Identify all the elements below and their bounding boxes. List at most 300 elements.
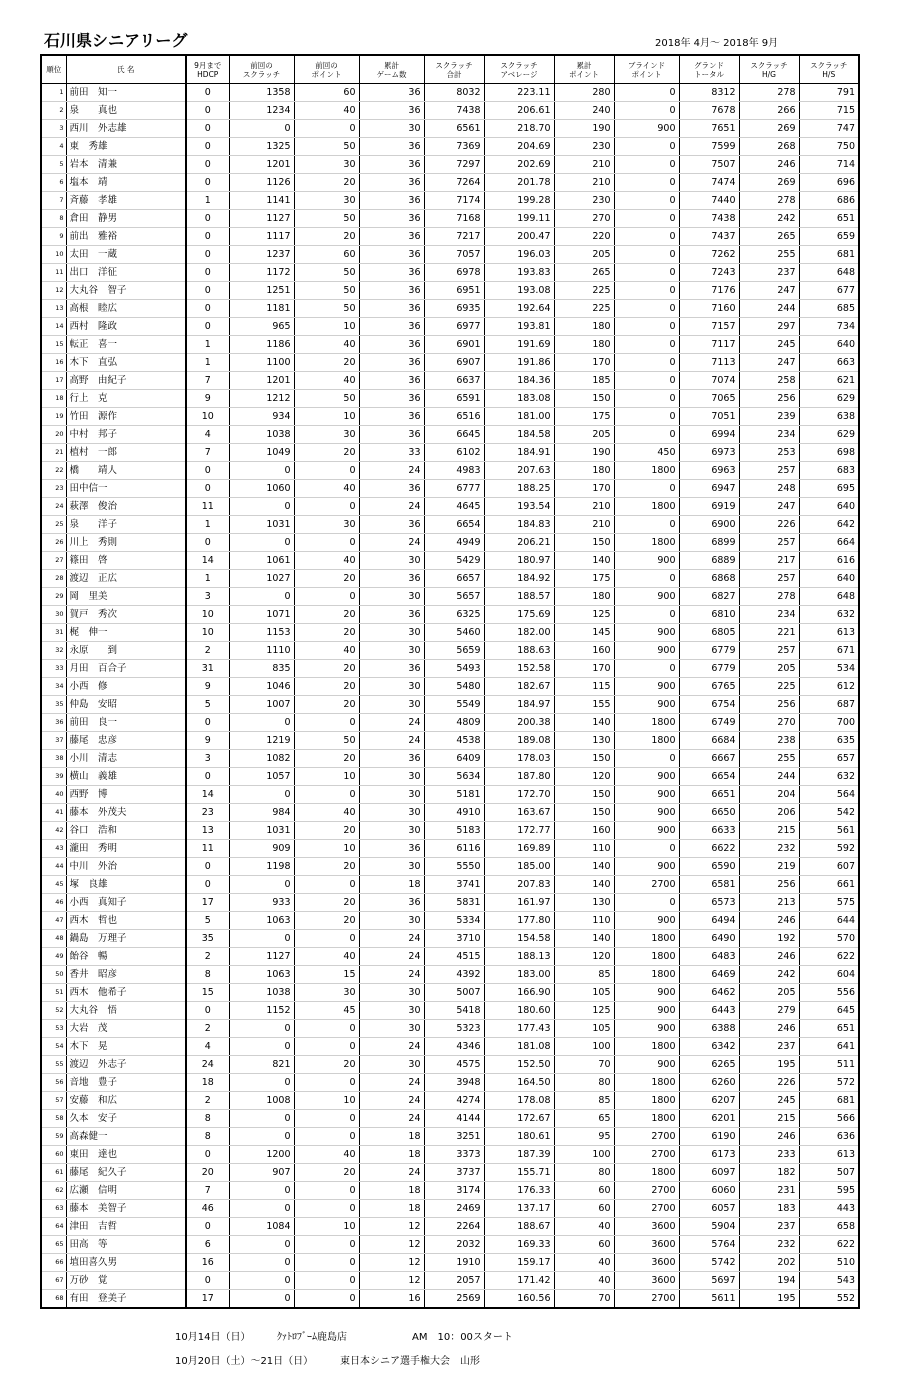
cell-prev-point: 40 [294,552,359,570]
cell-prev-point: 20 [294,1164,359,1182]
cell-prev-point: 20 [294,174,359,192]
cell-grand-total: 6633 [679,822,739,840]
cell-scratch-average: 187.80 [484,768,554,786]
cell-scratch-total: 4346 [424,1038,484,1056]
cell-rank: 20 [41,426,66,444]
cell-blind-point: 0 [614,894,679,912]
table-row [41,1092,859,1110]
cell-scratch-total: 6657 [424,570,484,588]
table-row [41,804,859,822]
cell-prev-point: 0 [294,1128,359,1146]
cell-prev-scratch: 0 [229,930,294,948]
cell-prev-point: 40 [294,480,359,498]
cell-high-game: 195 [739,1056,799,1074]
cell-rank: 40 [41,786,66,804]
cell-grand-total: 7474 [679,174,739,192]
table-row [41,750,859,768]
cell-prev-scratch: 1234 [229,102,294,120]
cell-name: 藤本 美智子 [66,1200,186,1218]
cell-name: 香井 昭彦 [66,966,186,984]
cell-games: 12 [359,1236,424,1254]
table-row [41,1020,859,1038]
footer-line-1-date: 10月14日（日） [175,1332,251,1343]
cell-scratch-average: 199.28 [484,192,554,210]
cell-name: 横山 義雄 [66,768,186,786]
cell-prev-point: 20 [294,660,359,678]
cell-high-series: 734 [799,318,859,336]
cell-prev-scratch: 0 [229,1290,294,1309]
cell-prev-point: 20 [294,912,359,930]
cell-blind-point: 3600 [614,1272,679,1290]
cell-scratch-average: 163.67 [484,804,554,822]
cell-scratch-average: 188.25 [484,480,554,498]
cell-high-series: 629 [799,390,859,408]
cell-scratch-total: 3710 [424,930,484,948]
cell-high-game: 255 [739,750,799,768]
cell-total-point: 225 [554,282,614,300]
table-row [41,624,859,642]
cell-prev-point: 50 [294,264,359,282]
cell-rank: 28 [41,570,66,588]
cell-blind-point: 900 [614,120,679,138]
cell-rank: 41 [41,804,66,822]
cell-grand-total: 6947 [679,480,739,498]
table-row [41,768,859,786]
cell-games: 30 [359,678,424,696]
cell-scratch-total: 5831 [424,894,484,912]
cell-blind-point: 0 [614,282,679,300]
cell-blind-point: 0 [614,228,679,246]
table-row [41,786,859,804]
cell-scratch-total: 7297 [424,156,484,174]
cell-prev-scratch: 0 [229,534,294,552]
cell-hdcp: 35 [186,930,229,948]
cell-grand-total: 5764 [679,1236,739,1254]
cell-scratch-total: 6325 [424,606,484,624]
cell-high-series: 552 [799,1290,859,1309]
page-title: 石川県シニアリーグ [44,31,188,50]
cell-rank: 7 [41,192,66,210]
cell-grand-total: 6900 [679,516,739,534]
cell-scratch-average: 191.69 [484,336,554,354]
cell-games: 24 [359,498,424,516]
cell-prev-scratch: 0 [229,1200,294,1218]
table-row [41,372,859,390]
cell-games: 12 [359,1254,424,1272]
cell-high-game: 248 [739,480,799,498]
cell-scratch-average: 188.63 [484,642,554,660]
cell-prev-scratch: 1084 [229,1218,294,1236]
cell-name: 前田 良一 [66,714,186,732]
cell-blind-point: 0 [614,318,679,336]
cell-scratch-average: 193.81 [484,318,554,336]
cell-rank: 9 [41,228,66,246]
cell-prev-point: 10 [294,1218,359,1236]
cell-name: 鍋島 万理子 [66,930,186,948]
cell-prev-point: 30 [294,984,359,1002]
cell-name: 前田 知一 [66,84,186,102]
cell-rank: 67 [41,1272,66,1290]
table-row [41,408,859,426]
cell-total-point: 210 [554,174,614,192]
cell-blind-point: 900 [614,786,679,804]
cell-scratch-total: 6591 [424,390,484,408]
cell-blind-point: 0 [614,750,679,768]
cell-grand-total: 5742 [679,1254,739,1272]
cell-high-series: 681 [799,246,859,264]
cell-prev-point: 40 [294,642,359,660]
cell-prev-point: 0 [294,588,359,606]
cell-scratch-average: 200.38 [484,714,554,732]
cell-games: 30 [359,588,424,606]
cell-high-game: 226 [739,1074,799,1092]
cell-grand-total: 5611 [679,1290,739,1309]
cell-blind-point: 900 [614,804,679,822]
cell-total-point: 170 [554,480,614,498]
cell-high-series: 747 [799,120,859,138]
cell-grand-total: 6265 [679,1056,739,1074]
cell-rank: 8 [41,210,66,228]
cell-blind-point: 900 [614,858,679,876]
cell-scratch-average: 181.00 [484,408,554,426]
col-high-series-header: スクラッチ H/S [799,55,859,84]
table-row [41,876,859,894]
cell-name: 藤尾 紀久子 [66,1164,186,1182]
cell-total-point: 40 [554,1218,614,1236]
cell-high-game: 278 [739,192,799,210]
cell-high-game: 192 [739,930,799,948]
cell-name: 高森健一 [66,1128,186,1146]
cell-high-game: 297 [739,318,799,336]
cell-scratch-average: 184.92 [484,570,554,588]
cell-high-game: 244 [739,768,799,786]
cell-games: 30 [359,696,424,714]
cell-high-series: 750 [799,138,859,156]
cell-rank: 1 [41,84,66,102]
cell-scratch-total: 6977 [424,318,484,336]
footer-line-1-time: AM 10：00スタート [412,1332,513,1343]
cell-high-series: 635 [799,732,859,750]
cell-hdcp: 0 [186,138,229,156]
cell-scratch-average: 164.50 [484,1074,554,1092]
cell-games: 30 [359,120,424,138]
table-row [41,840,859,858]
cell-scratch-total: 5493 [424,660,484,678]
cell-total-point: 130 [554,732,614,750]
cell-grand-total: 8312 [679,84,739,102]
cell-scratch-average: 180.60 [484,1002,554,1020]
cell-rank: 56 [41,1074,66,1092]
cell-high-game: 270 [739,714,799,732]
cell-prev-scratch: 907 [229,1164,294,1182]
cell-rank: 3 [41,120,66,138]
cell-grand-total: 6765 [679,678,739,696]
cell-grand-total: 6919 [679,498,739,516]
cell-prev-point: 0 [294,1200,359,1218]
table-row [41,642,859,660]
cell-total-point: 140 [554,552,614,570]
cell-hdcp: 0 [186,228,229,246]
cell-high-series: 695 [799,480,859,498]
cell-high-game: 246 [739,948,799,966]
cell-high-game: 245 [739,1092,799,1110]
cell-rank: 49 [41,948,66,966]
cell-total-point: 180 [554,462,614,480]
cell-name: 小西 修 [66,678,186,696]
cell-blind-point: 1800 [614,1164,679,1182]
cell-high-game: 246 [739,1020,799,1038]
cell-high-game: 269 [739,174,799,192]
cell-grand-total: 7438 [679,210,739,228]
cell-high-game: 279 [739,1002,799,1020]
cell-rank: 52 [41,1002,66,1020]
cell-grand-total: 6590 [679,858,739,876]
cell-prev-scratch: 0 [229,462,294,480]
cell-high-game: 234 [739,426,799,444]
cell-games: 30 [359,804,424,822]
cell-scratch-average: 180.61 [484,1128,554,1146]
cell-grand-total: 6462 [679,984,739,1002]
cell-scratch-total: 5334 [424,912,484,930]
cell-games: 24 [359,948,424,966]
cell-prev-point: 50 [294,282,359,300]
cell-prev-scratch: 1027 [229,570,294,588]
cell-name: 転正 喜一 [66,336,186,354]
cell-name: 渡辺 外志子 [66,1056,186,1074]
cell-prev-scratch: 0 [229,120,294,138]
cell-hdcp: 0 [186,84,229,102]
cell-high-game: 215 [739,1110,799,1128]
cell-games: 36 [359,354,424,372]
cell-name: 月田 百合子 [66,660,186,678]
cell-prev-point: 0 [294,1182,359,1200]
cell-grand-total: 5697 [679,1272,739,1290]
table-row [41,660,859,678]
cell-high-game: 244 [739,300,799,318]
cell-prev-scratch: 1126 [229,174,294,192]
cell-high-game: 213 [739,894,799,912]
cell-hdcp: 0 [186,246,229,264]
cell-prev-point: 10 [294,408,359,426]
cell-high-game: 247 [739,282,799,300]
cell-grand-total: 6973 [679,444,739,462]
cell-rank: 29 [41,588,66,606]
cell-rank: 35 [41,696,66,714]
table-row [41,948,859,966]
cell-games: 36 [359,192,424,210]
cell-prev-point: 10 [294,840,359,858]
cell-prev-point: 40 [294,102,359,120]
col-blind-point-header: ブラインド ポイント [614,55,679,84]
cell-name: 斉藤 孝雄 [66,192,186,210]
cell-rank: 46 [41,894,66,912]
cell-rank: 13 [41,300,66,318]
cell-high-game: 253 [739,444,799,462]
cell-prev-point: 0 [294,1272,359,1290]
cell-prev-point: 20 [294,678,359,696]
cell-scratch-total: 3373 [424,1146,484,1164]
cell-games: 30 [359,858,424,876]
cell-blind-point: 900 [614,822,679,840]
cell-blind-point: 900 [614,768,679,786]
cell-rank: 36 [41,714,66,732]
cell-rank: 59 [41,1128,66,1146]
cell-grand-total: 7440 [679,192,739,210]
cell-high-game: 256 [739,876,799,894]
cell-prev-scratch: 1181 [229,300,294,318]
cell-blind-point: 900 [614,642,679,660]
cell-blind-point: 0 [614,516,679,534]
cell-high-series: 698 [799,444,859,462]
cell-rank: 2 [41,102,66,120]
table-row [41,138,859,156]
cell-games: 36 [359,228,424,246]
cell-total-point: 155 [554,696,614,714]
cell-prev-point: 0 [294,498,359,516]
table-row [41,534,859,552]
cell-scratch-total: 2264 [424,1218,484,1236]
cell-total-point: 110 [554,912,614,930]
cell-rank: 11 [41,264,66,282]
table-row [41,678,859,696]
table-row [41,192,859,210]
cell-rank: 48 [41,930,66,948]
cell-scratch-total: 4809 [424,714,484,732]
cell-name: 東 秀雄 [66,138,186,156]
cell-total-point: 205 [554,246,614,264]
cell-scratch-average: 182.67 [484,678,554,696]
col-name-header: 氏 名 [66,55,186,84]
cell-scratch-average: 196.03 [484,246,554,264]
cell-high-game: 256 [739,696,799,714]
cell-grand-total: 6190 [679,1128,739,1146]
cell-total-point: 230 [554,192,614,210]
cell-blind-point: 900 [614,984,679,1002]
cell-blind-point: 1800 [614,1092,679,1110]
table-row [41,174,859,192]
cell-rank: 47 [41,912,66,930]
cell-high-game: 233 [739,1146,799,1164]
cell-scratch-total: 7369 [424,138,484,156]
cell-prev-point: 0 [294,1038,359,1056]
cell-blind-point: 1800 [614,1074,679,1092]
cell-hdcp: 2 [186,1092,229,1110]
table-row [41,1056,859,1074]
cell-prev-point: 0 [294,714,359,732]
cell-total-point: 80 [554,1074,614,1092]
col-hdcp-header: 9月まで HDCP [186,55,229,84]
table-row [41,606,859,624]
cell-grand-total: 6581 [679,876,739,894]
cell-prev-scratch: 1251 [229,282,294,300]
cell-scratch-average: 184.91 [484,444,554,462]
cell-prev-point: 15 [294,966,359,984]
cell-scratch-total: 5550 [424,858,484,876]
cell-name: 藤尾 忠彦 [66,732,186,750]
cell-games: 36 [359,480,424,498]
cell-prev-scratch: 1071 [229,606,294,624]
cell-high-game: 202 [739,1254,799,1272]
cell-scratch-total: 6116 [424,840,484,858]
cell-grand-total: 7157 [679,318,739,336]
col-total-point-header: 累計 ポイント [554,55,614,84]
cell-blind-point: 0 [614,840,679,858]
cell-blind-point: 900 [614,912,679,930]
cell-scratch-average: 172.70 [484,786,554,804]
cell-prev-point: 30 [294,426,359,444]
cell-games: 36 [359,102,424,120]
cell-total-point: 100 [554,1146,614,1164]
cell-high-game: 231 [739,1182,799,1200]
cell-games: 36 [359,372,424,390]
cell-scratch-total: 5549 [424,696,484,714]
table-row [41,714,859,732]
cell-rank: 60 [41,1146,66,1164]
ranking-table [40,54,860,1309]
cell-prev-scratch: 1325 [229,138,294,156]
cell-prev-scratch: 1153 [229,624,294,642]
cell-hdcp: 0 [186,102,229,120]
cell-prev-point: 20 [294,354,359,372]
cell-high-game: 205 [739,984,799,1002]
cell-hdcp: 11 [186,498,229,516]
cell-total-point: 190 [554,120,614,138]
cell-hdcp: 0 [186,858,229,876]
cell-grand-total: 6494 [679,912,739,930]
cell-scratch-total: 5657 [424,588,484,606]
cell-high-game: 268 [739,138,799,156]
cell-blind-point: 0 [614,174,679,192]
cell-total-point: 185 [554,372,614,390]
cell-grand-total: 6868 [679,570,739,588]
table-row [41,210,859,228]
cell-hdcp: 0 [186,1218,229,1236]
cell-prev-point: 45 [294,1002,359,1020]
cell-high-game: 265 [739,228,799,246]
cell-games: 36 [359,390,424,408]
cell-high-series: 657 [799,750,859,768]
cell-rank: 61 [41,1164,66,1182]
cell-grand-total: 6779 [679,642,739,660]
cell-scratch-total: 4575 [424,1056,484,1074]
cell-total-point: 130 [554,894,614,912]
cell-high-series: 511 [799,1056,859,1074]
cell-prev-scratch: 1038 [229,984,294,1002]
cell-prev-scratch: 1060 [229,480,294,498]
cell-prev-point: 60 [294,84,359,102]
cell-blind-point: 0 [614,354,679,372]
cell-high-series: 644 [799,912,859,930]
cell-blind-point: 0 [614,264,679,282]
cell-hdcp: 6 [186,1236,229,1254]
table-row [41,894,859,912]
cell-total-point: 65 [554,1110,614,1128]
cell-high-series: 622 [799,1236,859,1254]
cell-scratch-average: 184.83 [484,516,554,534]
cell-prev-point: 60 [294,246,359,264]
cell-games: 36 [359,282,424,300]
cell-total-point: 110 [554,840,614,858]
cell-prev-point: 20 [294,570,359,588]
cell-hdcp: 0 [186,120,229,138]
cell-hdcp: 0 [186,174,229,192]
cell-prev-scratch: 0 [229,588,294,606]
cell-blind-point: 0 [614,426,679,444]
cell-prev-point: 50 [294,732,359,750]
cell-prev-point: 0 [294,1290,359,1309]
cell-blind-point: 3600 [614,1254,679,1272]
cell-high-series: 566 [799,1110,859,1128]
